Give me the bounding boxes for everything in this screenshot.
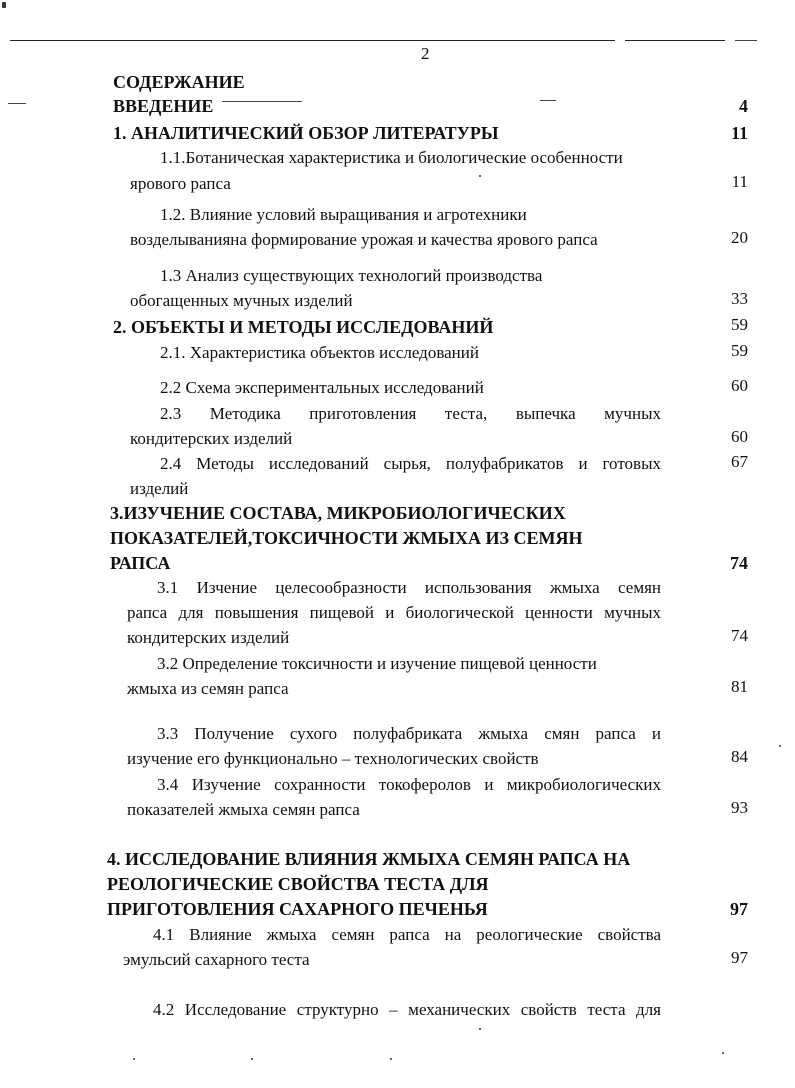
- toc-entry-line: кондитерских изделий: [127, 628, 290, 647]
- toc-entry-line: 4.2 Исследование структурно – механических свойств теста для: [153, 1000, 661, 1019]
- toc-entry-title: 4. ИССЛЕДОВАНИЕ ВЛИЯНИЯ ЖМЫХА СЕМЯН РАПСА НА: [107, 849, 631, 869]
- header-rule: [10, 40, 615, 41]
- toc-entry-title: 2. ОБЪЕКТЫ И МЕТОДЫ ИССЛЕДОВАНИЙ: [113, 317, 494, 337]
- toc-entry-line: 2.1. Характеристика объектов исследований: [160, 343, 479, 362]
- scan-speck: [251, 1058, 253, 1060]
- toc-page-number: 74: [731, 626, 748, 645]
- scan-speck: [779, 745, 781, 747]
- toc-page-number: 59: [731, 341, 748, 360]
- toc-page-number: 84: [731, 747, 748, 766]
- toc-entry-line: обогащенных мучных изделий: [130, 291, 353, 310]
- header-rule-fragment: [735, 40, 757, 41]
- scan-mark: [222, 101, 302, 102]
- toc-page-number: 33: [731, 289, 748, 308]
- toc-page-number: 59: [731, 315, 748, 334]
- toc-entry-line: изделий: [130, 479, 189, 498]
- toc-entry-title: 1. АНАЛИТИЧЕСКИЙ ОБЗОР ЛИТЕРАТУРЫ: [113, 123, 499, 143]
- toc-entry-line: 1.2. Влияние условий выращивания и агротехники: [160, 205, 527, 224]
- scan-speck: [133, 1058, 135, 1060]
- toc-entry-line: 2.3 Методика приготовления теста, выпечка мучных: [160, 404, 661, 423]
- scan-speck: [2, 2, 6, 8]
- scan-mark: [8, 103, 26, 104]
- toc-page-number: 60: [731, 427, 748, 446]
- toc-entry-line: 2.4 Методы исследований сырья, полуфабрикатов и готовых: [160, 454, 661, 473]
- toc-entry-line: кондитерских изделий: [130, 429, 293, 448]
- toc-entry-line: изучение его функционально – технологических свойств: [127, 749, 539, 768]
- toc-page-number: 81: [731, 677, 748, 696]
- scan-mark: [540, 100, 556, 101]
- toc-entry-line: 3.1 Изчение целесообразности использования жмыха семян: [157, 578, 661, 597]
- page-number: 2: [421, 44, 430, 63]
- scan-speck: [390, 1058, 392, 1060]
- toc-page-number: 74: [730, 553, 748, 573]
- toc-entry-line: 3.4 Изучение сохранности токоферолов и микробиологических: [157, 775, 661, 794]
- scan-speck: [479, 175, 481, 177]
- toc-entry-line: 3.3 Получение сухого полуфабриката жмыха смян рапса и: [157, 724, 661, 743]
- toc-entry-line: ярового рапса: [130, 174, 231, 193]
- toc-page-number: 93: [731, 798, 748, 817]
- toc-page-number: 4: [739, 96, 748, 116]
- toc-entry-line: 1.1.Ботаническая характеристика и биологические особенности: [160, 148, 623, 167]
- scan-speck: [479, 1028, 481, 1030]
- toc-entry-title: ВВЕДЕНИЕ: [113, 96, 214, 116]
- header-rule-right: [625, 40, 725, 41]
- toc-entry-line: 3.2 Определение токсичности и изучение пищевой ценности: [157, 654, 597, 673]
- toc-entry-title: ПОКАЗАТЕЛЕЙ,ТОКСИЧНОСТИ ЖМЫХА ИЗ СЕМЯН: [110, 528, 583, 548]
- toc-page-number: 11: [731, 172, 748, 191]
- toc-entry-line: 2.2 Схема экспериментальных исследований: [160, 378, 484, 397]
- toc-entry-line: возделываниянa формирование урожая и качества ярового рапса: [130, 230, 598, 249]
- toc-page-number: 20: [731, 228, 748, 247]
- toc-page-number: 97: [730, 899, 748, 919]
- toc-entry-line: жмыха из семян рапса: [127, 679, 289, 698]
- toc-entry-line: 1.3 Анализ существующих технологий производства: [160, 266, 543, 285]
- toc-entry-line: показателей жмыха семян рапса: [127, 800, 360, 819]
- contents-heading: СОДЕРЖАНИЕ: [113, 72, 245, 92]
- toc-page-number: 67: [731, 452, 748, 471]
- scan-speck: [722, 1052, 724, 1054]
- toc-entry-line: эмульсий сахарного теста: [123, 950, 310, 969]
- toc-page-number: 11: [730, 123, 748, 143]
- toc-page-number: 97: [731, 948, 748, 967]
- toc-entry-line: 4.1 Влияние жмыха семян рапса на реологические свойства: [153, 925, 661, 944]
- toc-entry-title: РАПСА: [110, 553, 171, 573]
- toc-page-number: 60: [731, 376, 748, 395]
- toc-entry-title: ПРИГОТОВЛЕНИЯ САХАРНОГО ПЕЧЕНЬЯ: [107, 899, 488, 919]
- toc-entry-line: рапса для повышения пищевой и биологической ценности мучных: [127, 603, 661, 622]
- toc-entry-title: 3.ИЗУЧЕНИЕ СОСТАВА, МИКРОБИОЛОГИЧЕСКИХ: [110, 503, 566, 523]
- toc-entry-title: РЕОЛОГИЧЕСКИЕ СВОЙСТВА ТЕСТА ДЛЯ: [107, 874, 489, 894]
